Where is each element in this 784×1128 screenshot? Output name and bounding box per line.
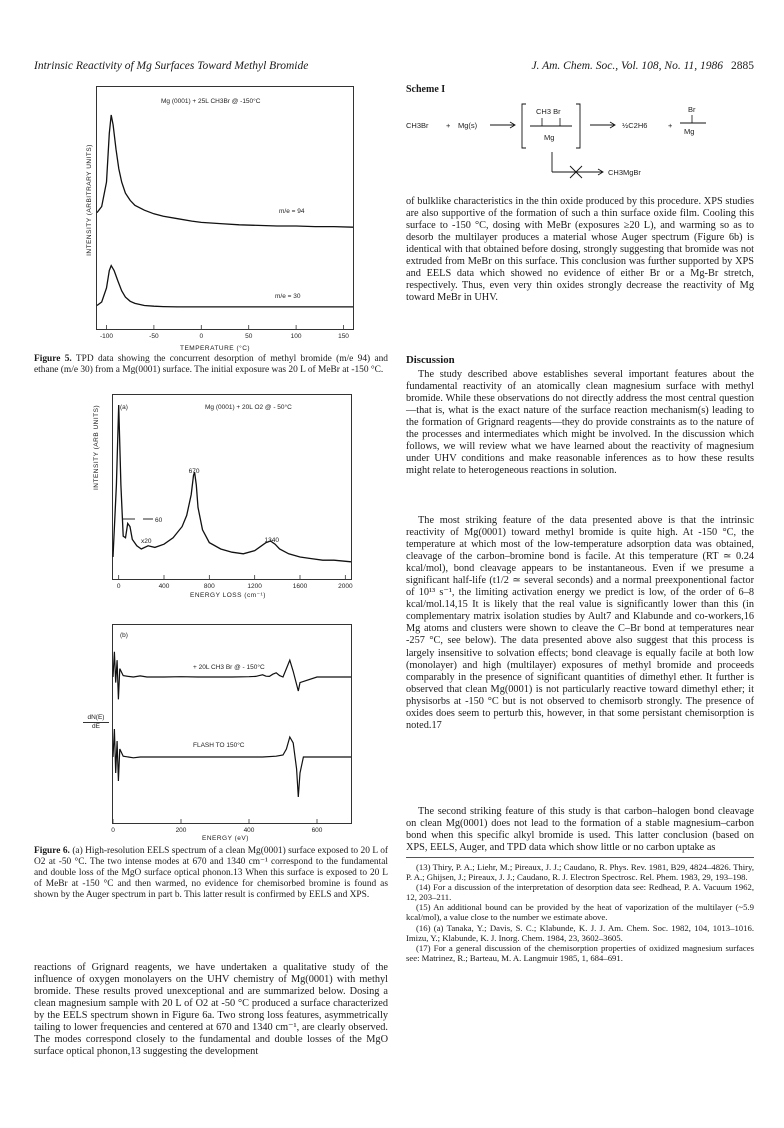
- right-column-paragraph-3: The most striking feature of the data presented above is that the intrinsic reactivity of Mg(0001) toward methyl bromide is quite high. At -150 °C, the temperature at which most of the low-temperature adsorption data was obtained, cleavage of the carbon–bromine bond is facile. At this temperature (RT ≃ 0.24 kcal/mol), bond cleavage appears to be instantaneous. Even if we presume a significant half-life (t1/2 ≃ several seconds) and a normal preexponentional factor of 10¹³ s⁻¹, the limiting activation energy we predict is low, of the order of 6–8 kcal/mol.14,15 It is likely that the real value is significantly lower than this (in complementary matrix isolation studies by Ault7 and Klabunde and co-workers,16 Mg atoms and clusters were shown to cleave the C–Br bond at temperatures near -257 °C, see below). The data presented above also suggest that this process is largely insensitive to solvation effects; bond cleavage is equally facile at both low (monolayer) and high (multilayer) exposures of methyl bromide and proceeds comparably in the presence of significant quantities of dimethyl ether. It further is observed that clean Mg(0001) is not particularly reactive toward dimethyl ether; it physisorbs at -150 °C but is not observed to chemisorb strongly. The presence of oxides does seem to perturb this, however, in that some persistant chemisorption is noted.17: [406, 515, 754, 731]
- series-me94-line: [97, 115, 353, 227]
- figure-5-svg: [97, 87, 353, 340]
- x-tick-label-5: 2000: [338, 583, 353, 590]
- x-tick-label-5: 150: [338, 333, 349, 340]
- scheme-svg: [406, 96, 754, 186]
- scheme-product-ethane: ½C2H6: [622, 121, 648, 130]
- figure-6a-plot: [112, 394, 353, 590]
- auger-after-label: FLASH TO 150°C: [193, 742, 245, 749]
- scheme-bracket-left: [522, 104, 526, 148]
- x-tick-label-1: 200: [175, 827, 187, 834]
- page-number: 2885: [731, 60, 754, 72]
- figure-6a-svg: [113, 395, 353, 590]
- series-me30-line: [97, 266, 353, 307]
- scheme-intermediate-top: CH3 Br: [536, 107, 561, 116]
- scheme-product-mg: Mg: [684, 127, 695, 136]
- running-header-journal: [531, 60, 754, 72]
- reference-17: (17) For a general discussion of the chemisorption properties of oxidized magnesium surfaces see: Matrinez, R.; Barteau, M. A. Langmuir 1985, 1, 684–691.: [406, 942, 754, 963]
- x-tick-label-2: 800: [203, 583, 215, 590]
- scheme-plus-2: +: [668, 121, 673, 130]
- right-column-paragraph-2: The study described above establishes several important features about the fundamental reactivity of an atomically clean magnesium surface with methyl bromide. While these observations do not directly address the most central question—that is, what is the exact nature of the surface reaction mechanism(s) leading to the formation of Grignard reagents—they do provide constraints as to the nature of the processes and intermediates which might be involved. In the discussion which follows, we will review what we have learned about the reactivity of magnesium under UHV conditions and make reasonable inferences as to how these results might relate to heterogeneous reactions in solution.: [406, 369, 754, 477]
- scheme-reactant-ch3br: CH3Br: [406, 121, 429, 130]
- series-me94-label: m/e = 94: [279, 208, 305, 215]
- references: [406, 862, 754, 963]
- figure-5-axis-caption: TEMPERATURE (°C): [180, 345, 251, 352]
- scheme-product-br: Br: [688, 105, 696, 114]
- journal-citation: J. Am. Chem. Soc., Vol. 108, No. 11, 1986: [531, 60, 723, 72]
- figure-6a-panel-label: (a): [120, 404, 128, 411]
- figure-6b-plot: [111, 624, 352, 834]
- right-column-paragraph-1: of bulklike characteristics in the thin oxide produced by this procedure. XPS studies are also supportive of the formation of such a thin surface oxide film. Cooling this surface to -150 °C, dosing with MeBr (exposures ≥20 L), and warming so as to desorb the multilayer produces a material whose Auger spectrum (Figure 6b) is identical with that obtained before dosing, strongly suggesting that bromide was not extruded from MeBr on this surface. This conclusion was further supported by XPS and EELS data which showed no evidence of either Br or a Mg-Br stretch, respectively. Thus, even very thin oxides strongly decrease the reactivity of Mg toward MeBr in UHV.: [406, 196, 754, 304]
- discussion-heading: Discussion: [406, 354, 455, 366]
- figure-6a-xlabel: ENERGY LOSS (cm⁻¹): [190, 592, 266, 599]
- figure-5-caption-text: TPD data showing the concurrent desorption of methyl bromide (m/e 94) and ethane (m/e 30) from a Mg(0001) surface. The initial exposure was 20 L of MeBr at -150 °C.: [34, 354, 388, 375]
- auger-before-label: + 20L CH3 Br @ - 150°C: [193, 664, 265, 671]
- right-column-paragraph-4: The second striking feature of this study is that carbon–halogen bond cleavage on clean Mg(0001) does not lead to the formation of a stable magnesium–carbon bond when this specific alkyl bromide is used. This latter conclusion (based on XPS, EELS, Auger, and TPD data which show little or no carbon uptake as: [406, 806, 754, 854]
- peak-1340-label: 1340: [264, 537, 280, 544]
- figure-6-caption: [34, 846, 388, 901]
- figure-5-ylabel: INTENSITY (ARBITRARY UNITS): [86, 144, 93, 256]
- running-header-title: Intrinsic Reactivity of Mg Surfaces Toward Methyl Bromide: [34, 60, 309, 72]
- figure-6b-ylabel-bottom: dE: [92, 723, 100, 730]
- figure-6-caption-label: Figure 6.: [34, 846, 70, 856]
- elastic-width-label: 60: [155, 517, 163, 524]
- figure-6b-ylabel: [83, 714, 109, 730]
- x-tick-label-0: 0: [116, 583, 121, 590]
- x-tick-label-4: 100: [290, 333, 302, 340]
- x-tick-label-3: 1200: [247, 583, 262, 590]
- x-tick-label-2: 400: [243, 827, 255, 834]
- scheme-blocked-product: CH3MgBr: [608, 168, 641, 177]
- x-tick-label-0: -100: [99, 333, 113, 340]
- figure-6b-ylabel-top: dN(E): [83, 714, 109, 723]
- footnote-rule: [406, 857, 754, 858]
- scheme-diagram: [406, 96, 754, 186]
- scheme-reactant-mg: Mg(s): [458, 121, 478, 130]
- figure-6a-title: Mg (0001) + 20L O2 @ - 50°C: [205, 404, 292, 411]
- figure-6b-svg: [111, 625, 351, 834]
- figure-6-caption-text: (a) High-resolution EELS spectrum of a clean Mg(0001) surface exposed to 20 L of O2 at -50 °C. The two intense modes at 670 and 1340 cm⁻¹ correspond to the fundamental and double loss of the MgO surface optical phonon.13 When this surface is exposed to 20 L of MeBr at -150 °C and then warmed, no evidence for chemisorbed bromine is found as shown by the Auger spectrum in part b. This latter result is confirmed by EELS and XPS.: [34, 846, 388, 900]
- scheme-intermediate-mg: Mg: [544, 133, 555, 142]
- reference-15: (15) An additional bound can be provided by the heat of vaporization of the multilayer (~5.9 kcal/mol), a value close to the number we estimate above.: [406, 902, 754, 923]
- scheme-plus-1: +: [446, 121, 451, 130]
- figure-6b-xlabel: ENERGY (eV): [202, 835, 249, 842]
- auger-after-line: [113, 729, 351, 797]
- scheme-title: Scheme I: [406, 84, 446, 95]
- figure-5-plot: [96, 86, 354, 340]
- figure-5-caption: [34, 354, 388, 376]
- x-tick-label-3: 50: [245, 333, 253, 340]
- figure-6a-ylabel: INTENSITY (ARB UNITS): [93, 404, 100, 490]
- figure-5-title: Mg (0001) + 25L CH3Br @ -150°C: [161, 98, 261, 105]
- auger-before-line: [113, 652, 351, 700]
- figure-5-caption-label: Figure 5.: [34, 354, 72, 364]
- scheme-bracket-right: [576, 104, 580, 148]
- gain-label: x20: [141, 538, 152, 545]
- reference-13: (13) Thiry, P. A.; Liehr, M.; Pireaux, J. J.; Caudano, R. Phys. Rev. 1981, B29, 4824–4826. Thiry, P. A.; Ghijsen, J.; Pireaux, J. J.; Caudano, R. J. Electron Spectrosc. Rel. Phem. 1983, 29, 193–198.: [406, 862, 754, 883]
- series-me30-label: m/e = 30: [275, 293, 301, 300]
- x-tick-label-1: 400: [158, 583, 170, 590]
- x-tick-label-1: -50: [149, 333, 159, 340]
- x-tick-label-4: 1600: [292, 583, 308, 590]
- x-tick-label-3: 600: [311, 827, 323, 834]
- reference-16: (16) (a) Tanaka, Y.; Davis, S. C.; Klabunde, K. J. J. Am. Chem. Soc. 1982, 104, 1013–1016. Imizu, Y.; Klabunde, K. J. Inorg. Chem. 1984, 23, 3602–3605.: [406, 922, 754, 943]
- reference-14: (14) For a discussion of the interpretation of desorption data see: Redhead, P. A. Vacuum 1962, 12, 203–211.: [406, 882, 754, 903]
- peak-670-label: 670: [188, 468, 200, 475]
- x-tick-label-2: 0: [199, 333, 204, 340]
- x-tick-label-0: 0: [111, 827, 115, 834]
- figure-6b-panel-label: (b): [120, 632, 128, 639]
- left-column-body: reactions of Grignard reagents, we have undertaken a qualitative study of the influence of oxygen monolayers on the UHV chemistry of Mg(0001) with methyl bromide. These results proved unexceptional and are summarized below. Dosing a clean magnesium sample with 20 L of O2 at -50 °C produced a surface characterized by the EELS spectrum shown in Figure 6a. Two strong loss features, asymmetrically tailing to lower frequencies and centered at 670 and 1340 cm⁻¹, are clearly observed. The modes correspond closely to the fundamental and double losses of the MgO surface optical phonon,13 suggesting the development: [34, 962, 388, 1058]
